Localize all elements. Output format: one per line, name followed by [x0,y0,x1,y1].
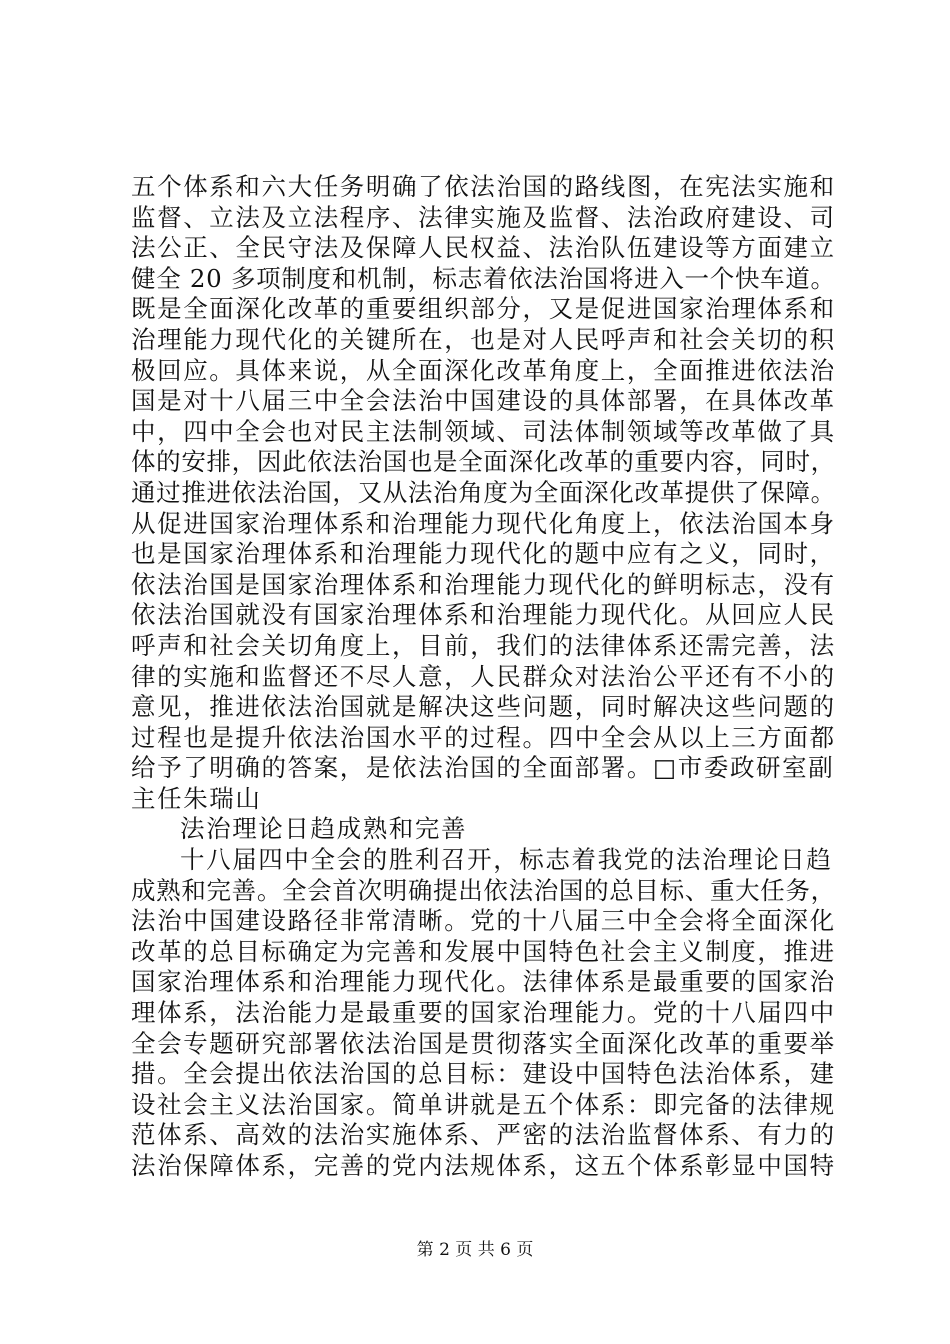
text-line: 中，四中全会也对民主法制领域、司法体制领域等改革做了具 [131,416,836,446]
text-line: 极回应。具体来说，从全面深化改革角度上，全面推进依法治 [131,355,836,385]
text-line: 理体系，法治能力是最重要的国家治理能力。党的十八届四中 [131,998,836,1028]
text-line: 通过推进依法治国，又从法治角度为全面深化改革提供了保障。 [131,477,836,507]
text-line: 治理能力现代化的关键所在，也是对人民呼声和社会关切的积 [131,324,836,354]
text-line: 既是全面深化改革的重要组织部分，又是促进国家治理体系和 [131,294,836,324]
text-line: 健全 20 多项制度和机制，标志着依法治国将进入一个快车道。 [131,263,836,293]
text-line: 范体系、高效的法治实施体系、严密的法治监督体系、有力的 [131,1120,836,1150]
text-line: 意见，推进依法治国就是解决这些问题，同时解决这些问题的 [131,692,836,722]
text-line: 体的安排，因此依法治国也是全面深化改革的重要内容，同时， [131,447,836,477]
text-line: 国家治理体系和治理能力现代化。法律体系是最重要的国家治 [131,967,836,997]
text-line: 改革的总目标确定为完善和发展中国特色社会主义制度，推进 [131,936,836,966]
text-line: 法治保障体系，完善的党内法规体系，这五个体系彰显中国特 [131,1151,836,1180]
text-line: 十八届四中全会的胜利召开，标志着我党的法治理论日趋 [180,845,833,875]
text-line: 成熟和完善。全会首次明确提出依法治国的总目标、重大任务， [131,875,836,905]
text-line: 国是对十八届三中全会法治中国建设的具体部署，在具体改革 [131,386,836,416]
text-line: 全会专题研究部署依法治国是贯彻落实全面深化改革的重要举 [131,1028,836,1058]
page-indicator: 第 2 页 共 6 页 [416,1240,534,1260]
text-line: 措。全会提出依法治国的总目标：建设中国特色法治体系，建 [131,1059,836,1089]
text-line: 依法治国就没有国家治理体系和治理能力现代化。从回应人民 [131,600,836,630]
text-line: 法公正、全民守法及保障人民权益、法治队伍建设等方面建立 [131,233,836,263]
section-2 [131,845,836,1182]
section-heading: 法治理论日趋成熟和完善 [180,814,468,844]
document-body [131,172,836,1182]
text-line: 律的实施和监督还不尽人意，人民群众对法治公平还有不小的 [131,661,836,691]
text-line: 呼声和社会关切角度上，目前，我们的法律体系还需完善，法 [131,630,836,660]
text-line: 从促进国家治理体系和治理能力现代化角度上，依法治国本身 [131,508,836,538]
text-line: 给予了明确的答案，是依法治国的全面部署。□市委政研室副 [131,753,835,783]
text-line: 监督、立法及立法程序、法律实施及监督、法治政府建设、司 [131,202,836,232]
text-line: 法治中国建设路径非常清晰。党的十八届三中全会将全面深化 [131,906,836,936]
text-line: 主任朱瑞山 [131,783,262,813]
text-line: 也是国家治理体系和治理能力现代化的题中应有之义，同时， [131,539,836,569]
text-line: 过程也是提升依法治国水平的过程。四中全会从以上三方面都 [131,722,836,752]
text-line: 设社会主义法治国家。简单讲就是五个体系：即完备的法律规 [131,1089,836,1119]
section-1 [131,172,836,814]
text-line: 五个体系和六大任务明确了依法治国的路线图，在宪法实施和 [131,172,836,201]
text-line: 依法治国是国家治理体系和治理能力现代化的鲜明标志，没有 [131,569,836,599]
